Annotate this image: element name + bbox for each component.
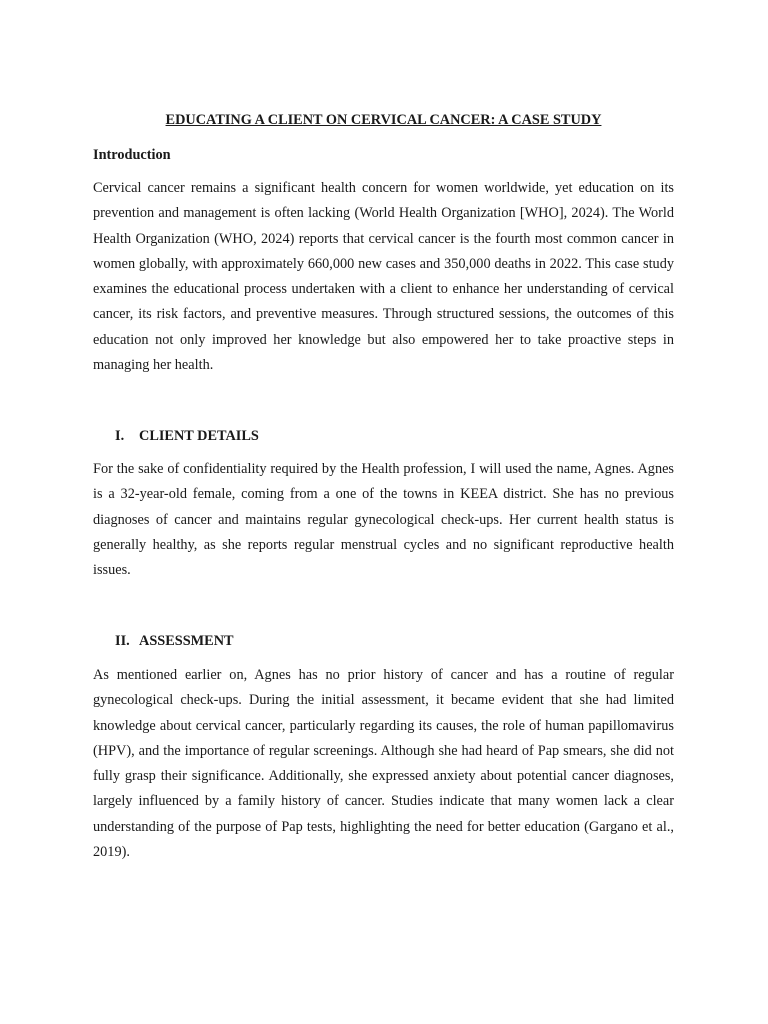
introduction-paragraph: Cervical cancer remains a significant health concern for women worldwide, yet education on its prevention and management is often lacking (World Health Organization [WHO], 2024). The World Health Organization (WHO, 2024) reports that cervical cancer is the fourth most common cancer in women globally, with approximately 660,000 new cases and 350,000 deaths in 2022. This case study examines the educational process undertaken with a client to enhance her understanding of cervical cancer, its risk factors, and preventive measures. Through structured sessions, the outcomes of this education not only improved her knowledge but also empowered her to take proactive steps in managing her health. xyxy=(93,180,674,374)
assessment-paragraph: As mentioned earlier on, Agnes has no prior history of cancer and has a routine of regular gynecological check-ups. During the initial assessment, it became evident that she had limited knowledge about cervical cancer, particularly regarding its causes, the role of human papillomavirus (HPV), and the importance of regular screenings. Although she had heard of Pap smears, she did not fully grasp their significance. Additionally, she expressed anxiety about potential cancer diagnoses, largely influenced by a family history of cancer. Studies indicate that many women lack a clear understanding of the purpose of Pap tests, highlighting the need for better education (Gargano et al., 2019). xyxy=(93,667,674,861)
client-details-paragraph: For the sake of confidentiality required by the Health profession, I will used the name, Agnes. Agnes is a 32-year-old female, coming from a one of the towns in KEEA district. She has no previous diagnoses of cancer and maintains regular gynecological check-ups. Her current health status is generally healthy, as she reports regular menstrual cycles and no significant reproductive health issues. xyxy=(93,461,674,579)
section-number xyxy=(93,631,139,651)
section-number-text: II. xyxy=(115,633,130,649)
section-heading-client-details xyxy=(93,426,259,446)
section-heading-assessment xyxy=(93,631,234,651)
introduction-heading: Introduction xyxy=(93,147,171,163)
section-title: ASSESSMENT xyxy=(139,633,234,649)
document-title: EDUCATING A CLIENT ON CERVICAL CANCER: A CASE STUDY xyxy=(165,112,602,128)
section-title: CLIENT DETAILS xyxy=(139,428,259,444)
section-number-text: I. xyxy=(115,428,125,444)
section-number xyxy=(93,426,139,446)
